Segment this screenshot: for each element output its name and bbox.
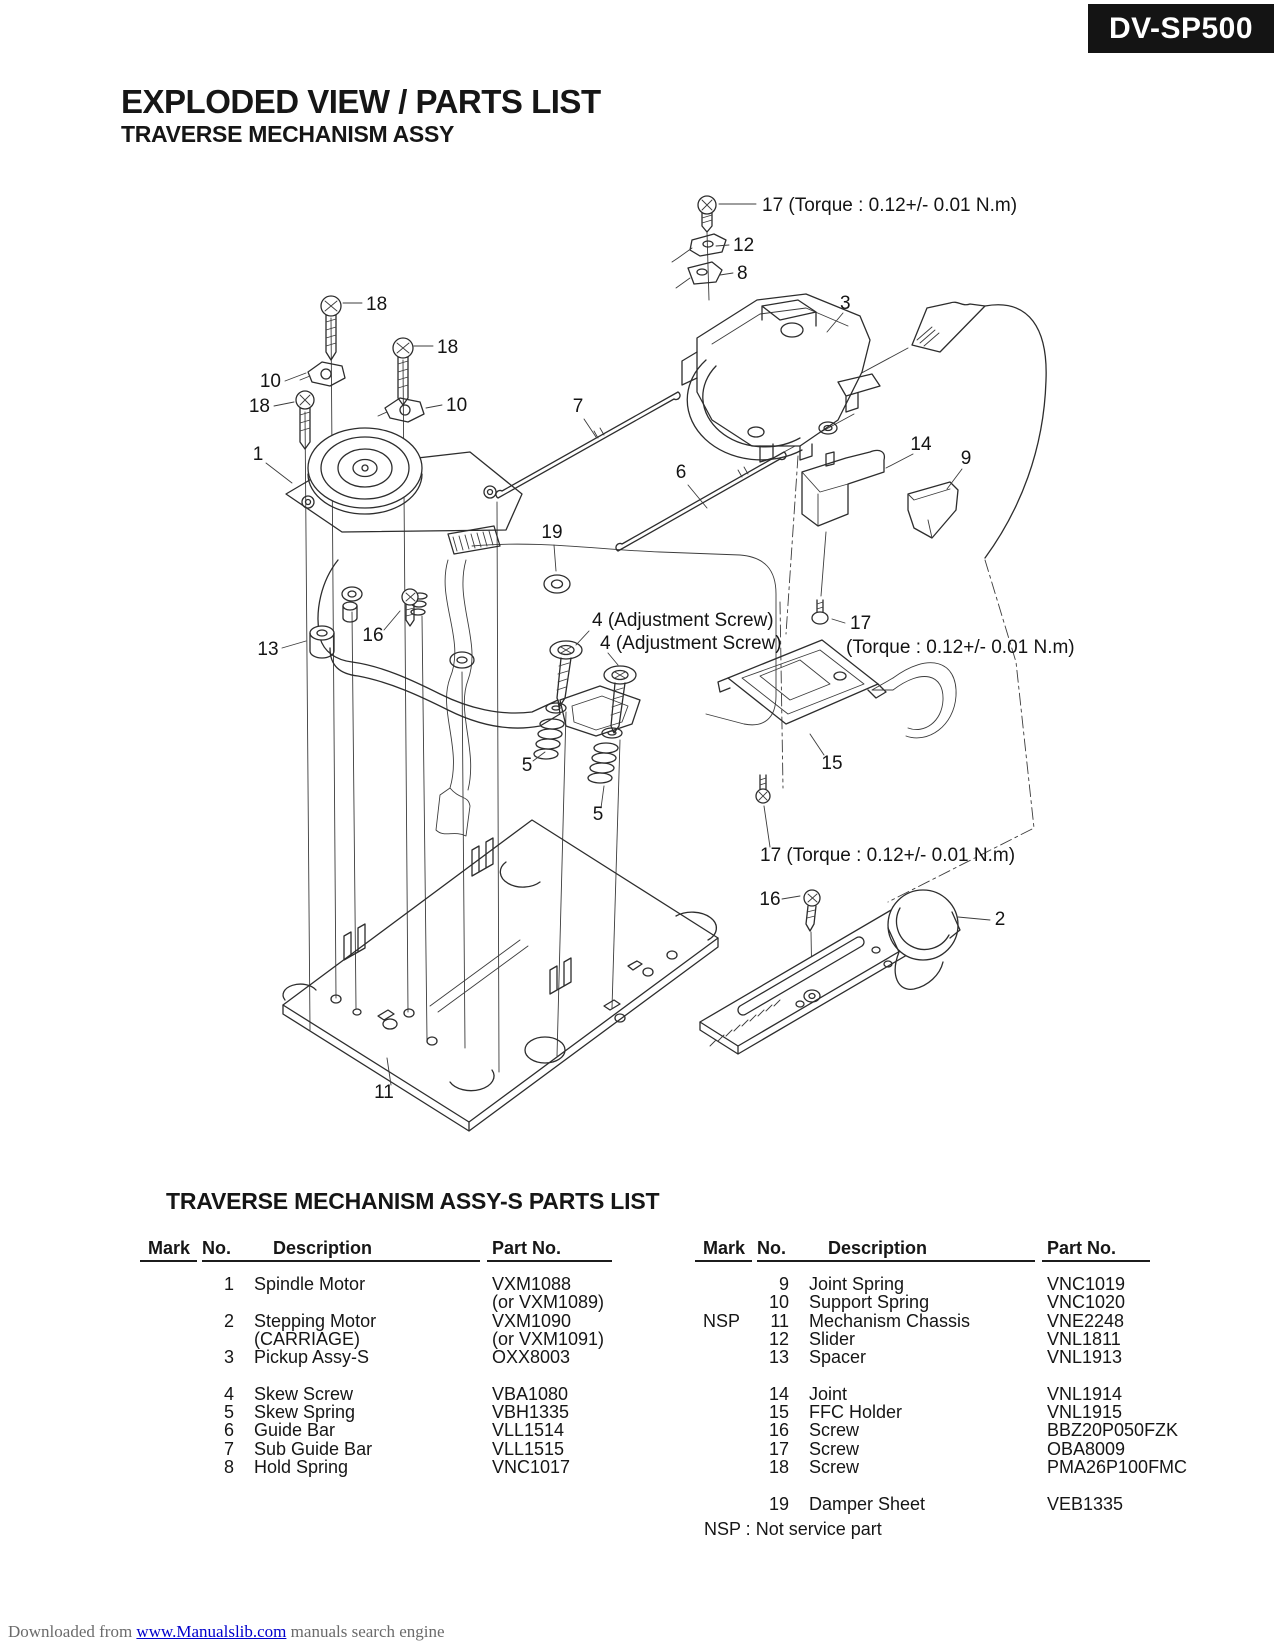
footer-suffix: manuals search engine xyxy=(286,1622,445,1641)
table-row: 4 Skew Screw VBA1080 xyxy=(223,1383,569,1404)
part-8-hold-spring xyxy=(676,262,722,288)
part-2-stepping-motor-rail xyxy=(700,890,960,1054)
callout-4a: 4 (Adjustment Screw) xyxy=(592,610,774,631)
callout-4b: 4 (Adjustment Screw) xyxy=(600,633,782,654)
callout-11: 11 xyxy=(374,1082,394,1103)
adjustment-screw-4b xyxy=(604,666,636,733)
parts-list-heading: TRAVERSE MECHANISM ASSY-S PARTS LIST xyxy=(166,1188,660,1214)
callout-3: 3 xyxy=(840,293,851,314)
header-rule xyxy=(757,1260,1035,1262)
table-row: 17 Screw OBA8009 xyxy=(768,1438,1126,1459)
callout-8: 8 xyxy=(737,263,748,284)
callout-1: 1 xyxy=(252,444,264,465)
callout-12: 12 xyxy=(733,235,755,256)
callout-6: 6 xyxy=(675,462,687,483)
screw-17b xyxy=(812,600,828,624)
callout-9: 9 xyxy=(960,448,972,469)
callout-18c: 18 xyxy=(248,396,270,417)
table-row-spacer xyxy=(695,1366,1175,1384)
table-row: 10 Support Spring VNC1020 xyxy=(768,1292,1126,1313)
col-mark: Mark xyxy=(703,1238,746,1258)
col-mark: Mark xyxy=(148,1238,191,1258)
table-row: 8 Hold Spring VNC1017 xyxy=(223,1456,571,1477)
part-12-slider xyxy=(672,234,726,262)
screw-17c xyxy=(756,775,770,803)
table-row: 13 Spacer VNL1913 xyxy=(768,1347,1123,1368)
table-row: (CARRIAGE) (or VXM1091) xyxy=(254,1328,605,1349)
skew-spring-5a xyxy=(534,703,566,759)
table-row: 3 Pickup Assy-S OXX8003 xyxy=(223,1347,571,1368)
callout-13: 13 xyxy=(257,639,279,660)
part-11-mechanism-chassis xyxy=(283,820,718,1131)
part-9-joint-spring xyxy=(908,482,958,538)
table-row: 1 Spindle Motor VXM1088 xyxy=(223,1274,572,1294)
table-row: NSP 11 Mechanism Chassis VNE2248 xyxy=(703,1310,1125,1331)
page-footer xyxy=(8,1622,445,1642)
callout-14: 14 xyxy=(910,434,932,455)
col-part-no: Part No. xyxy=(1047,1238,1117,1258)
page-subtitle: TRAVERSE MECHANISM ASSY xyxy=(121,121,455,147)
parts-rows-left xyxy=(140,1275,620,1476)
header-rule xyxy=(487,1260,612,1262)
part-3-pickup-assy xyxy=(682,294,880,462)
table-row: 2 Stepping Motor VXM1090 xyxy=(223,1310,572,1331)
callout-5b: 5 xyxy=(592,804,604,825)
table-row: 5 Skew Spring VBH1335 xyxy=(223,1402,570,1423)
sled-arm-bracket xyxy=(318,560,640,736)
callout-7: 7 xyxy=(572,396,584,417)
nsp-footnote: NSP : Not service part xyxy=(704,1519,882,1539)
callout-10b: 10 xyxy=(446,395,468,416)
header-rule xyxy=(1042,1260,1150,1262)
table-row: 14 Joint VNL1914 xyxy=(768,1383,1123,1404)
table-row: 19 Damper Sheet VEB1335 xyxy=(768,1493,1124,1514)
manualslib-link[interactable]: www.Manualslib.com xyxy=(136,1622,287,1641)
table-row: 6 Guide Bar VLL1514 xyxy=(223,1420,565,1441)
table-row-spacer xyxy=(695,1476,1175,1494)
screw-16b xyxy=(804,890,820,931)
callout-18b: 18 xyxy=(437,337,459,358)
callout-18a: 18 xyxy=(366,294,388,315)
screw-17a xyxy=(698,196,716,232)
callout-10a: 10 xyxy=(259,371,281,392)
callout-15: 15 xyxy=(821,753,843,774)
callout-17b-torque: (Torque : 0.12+/- 0.01 N.m) xyxy=(846,637,1075,658)
header-rule xyxy=(202,1260,480,1262)
col-no: No. xyxy=(202,1238,231,1258)
header-rule xyxy=(695,1260,752,1262)
model-number: DV-SP500 xyxy=(1108,11,1254,45)
skew-spring-5b xyxy=(588,728,622,783)
callout-labels xyxy=(249,195,1075,1103)
table-row: 15 FFC Holder VNL1915 xyxy=(768,1402,1123,1423)
callout-19: 19 xyxy=(541,522,563,543)
table-row: 9 Joint Spring VNC1019 xyxy=(778,1274,1126,1294)
part-7-sub-guide-bar xyxy=(496,392,680,498)
damper-sheet-19 xyxy=(544,575,570,593)
table-row: 7 Sub Guide Bar VLL1515 xyxy=(223,1438,565,1459)
page-title: EXPLODED VIEW / PARTS LIST xyxy=(121,83,601,120)
col-description: Description xyxy=(273,1238,373,1258)
screw-16a xyxy=(402,589,418,626)
ffc-ribbon-top xyxy=(912,302,1046,558)
parts-rows-right xyxy=(695,1274,1188,1514)
part-14-joint xyxy=(802,450,884,526)
col-part-no: Part No. xyxy=(492,1238,562,1258)
callout-16a: 16 xyxy=(362,625,384,646)
callout-17-torque-bottom: 17 (Torque : 0.12+/- 0.01 N.m) xyxy=(760,845,1016,866)
table-row: (or VXM1089) xyxy=(492,1292,605,1313)
callout-16b: 16 xyxy=(759,889,781,910)
callout-2: 2 xyxy=(994,909,1006,930)
footer-prefix: Downloaded from xyxy=(8,1622,137,1641)
col-description: Description xyxy=(828,1238,928,1258)
adjustment-screw-4a xyxy=(550,641,582,706)
callout-17-torque-top: 17 (Torque : 0.12+/- 0.01 N.m) xyxy=(762,195,1018,216)
part-6-guide-bar xyxy=(616,452,786,551)
table-row: 12 Slider VNL1811 xyxy=(768,1328,1121,1349)
table-row: 16 Screw BBZ20P050FZK xyxy=(768,1420,1179,1441)
table-row-spacer xyxy=(140,1366,620,1384)
support-spring-10a xyxy=(300,362,345,386)
callout-5a: 5 xyxy=(521,755,533,776)
callout-17b: 17 xyxy=(850,613,872,634)
header-rule xyxy=(140,1260,197,1262)
table-row: 18 Screw PMA26P100FMC xyxy=(768,1456,1188,1477)
col-no: No. xyxy=(757,1238,786,1258)
